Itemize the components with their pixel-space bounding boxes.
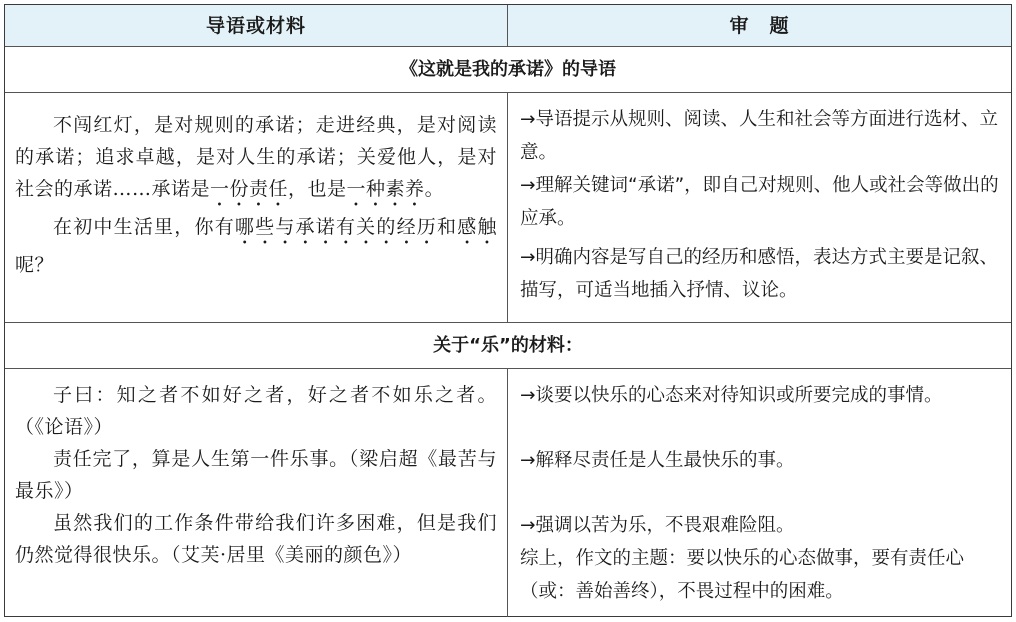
section1-right-cell	[508, 93, 1011, 322]
quote-item: 责任完了，算是人生第一件乐事。（梁启超《最苦与最乐》）	[15, 448, 497, 502]
header-col-analysis: 审 题	[729, 15, 790, 37]
section2-right-cell	[508, 369, 1011, 617]
text-run: 和	[437, 216, 458, 238]
emphasis-text: 哪些与承诺有关的经历	[234, 216, 438, 238]
section2-content-row	[5, 369, 1011, 617]
table-header-row	[5, 5, 1011, 47]
text-run: ，也是	[288, 178, 347, 200]
header-col-material: 导语或材料	[5, 5, 508, 46]
text-run: 在初中生活里，你有	[53, 216, 235, 238]
analysis-item: →明确内容是写自己的经历和感悟，表达方式主要是记叙、描写，可适当地插入抒情、议论。	[520, 247, 999, 301]
section1-title-row	[5, 47, 1011, 93]
analysis-item: →强调以苦为乐，不畏艰难险阻。	[520, 515, 795, 536]
text-run: 不闯红灯，是对规则的承诺；走进经典，是对阅读的承诺；追求卓越，是对人生的承诺；关爱他人，是对社会的承诺……承诺是	[15, 114, 497, 200]
section1-content-row	[5, 93, 1011, 323]
emphasis-text: 一种素养	[346, 178, 425, 200]
section2-left-cell	[5, 369, 508, 617]
quote-item: 子曰：知之者不如好之者，好之者不如乐之者。（《论语》）	[15, 384, 497, 438]
analysis-item: →导语提示从规则、阅读、人生和社会等方面进行选材、立意。	[520, 109, 999, 163]
section1-paragraph-1	[15, 109, 497, 211]
analysis-item: →理解关键词“承诺”，即自己对规则、他人或社会等做出的应承。	[520, 175, 999, 229]
text-run: 。	[424, 178, 445, 200]
text-run: 呢？	[15, 254, 55, 276]
section1-title: 《这就是我的承诺》的导语	[400, 59, 616, 80]
analysis-item: →解释尽责任是人生最快乐的事。	[520, 450, 795, 471]
section2-title-row	[5, 323, 1011, 369]
section2-title: 关于“乐”的材料：	[433, 335, 583, 356]
analysis-item: →谈要以快乐的心态来对待知识或所要完成的事情。	[520, 385, 943, 406]
section1-paragraph-2	[15, 211, 497, 281]
section1-left-cell	[5, 93, 508, 322]
table	[4, 4, 1012, 617]
emphasis-text: 一份责任	[210, 178, 289, 200]
summary-text: 综上，作文的主题：要以快乐的心态做事，要有责任心（或：善始善终），不畏过程中的困难。	[520, 548, 965, 602]
emphasis-text: 感触	[457, 216, 497, 238]
quote-item: 虽然我们的工作条件带给我们许多困难，但是我们仍然觉得很快乐。（艾芙·居里《美丽的颜色》）	[15, 512, 497, 566]
